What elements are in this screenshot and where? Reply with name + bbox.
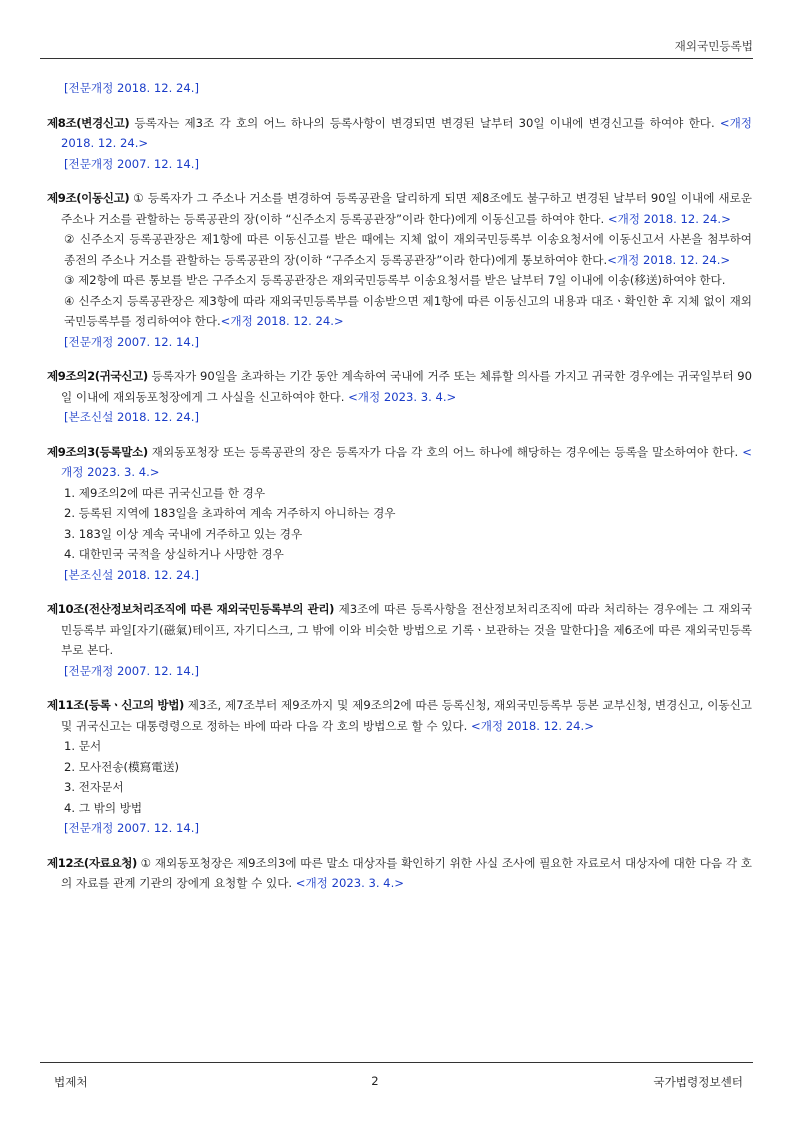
- article-9-para-1: [47, 188, 752, 229]
- header-rule: [40, 58, 753, 59]
- article-8: [47, 113, 752, 175]
- article-8-body: [47, 113, 752, 154]
- article-9-p1-amend: <개정 2018. 12. 24.>: [607, 211, 731, 226]
- article-11-note: [전문개정 2007. 12. 14.]: [64, 821, 199, 835]
- article-11-body: [47, 695, 752, 736]
- article-9: [47, 188, 752, 352]
- footer-publisher: 법제처: [54, 1075, 88, 1089]
- article-9-para-4: [47, 291, 752, 332]
- article-11-amend: <개정 2018. 12. 24.>: [470, 718, 594, 733]
- article-9-para-2: [47, 229, 752, 270]
- article-9-2-title: 제9조의2(귀국신고): [47, 369, 148, 383]
- list-item: 3. 183일 이상 계속 국내에 거주하고 있는 경우: [64, 526, 303, 541]
- article-10-body: [47, 599, 752, 661]
- article-9-3-amend: <개정 2023. 3. 4.>: [61, 444, 752, 479]
- article-9-3-body: [47, 442, 752, 483]
- article-8-note: [전문개정 2007. 12. 14.]: [64, 156, 199, 171]
- article-8-amend: <개정 2018. 12. 24.>: [61, 115, 752, 150]
- list-item: 2. 등록된 지역에 183일을 초과하여 계속 거주하지 아니하는 경우: [64, 506, 396, 520]
- article-12-amend: <개정 2023. 3. 4.>: [295, 876, 404, 890]
- article-9-p3-text: ③ 제2항에 따른 통보를 받은 구주소지 등록공관장은 재외국민등록부 이송요청서를 받은 날부터 7일 이내에 이송(移送)하여야 한다.: [64, 273, 726, 287]
- article-10-note: [전문개정 2007. 12. 14.]: [64, 663, 199, 678]
- list-item: 4. 대한민국 국적을 상실하거나 사망한 경우: [64, 547, 284, 561]
- article-8-text: 등록자는 제3조 각 호의 어느 하나의 등록사항이 변경되면 변경된 날부터 30일 이내에 변경신고를 하여야 한다.: [129, 115, 720, 130]
- article-10-title: 제10조(전산정보처리조직에 따른 재외국민등록부의 관리): [47, 602, 335, 616]
- list-item: 4. 그 밖의 방법: [64, 800, 143, 815]
- article-8-title: 제8조(변경신고): [47, 115, 130, 130]
- list-item: 2. 모사전송(模寫電送): [64, 759, 179, 774]
- article-9-p4-text: ④ 신주소지 등록공관장은 제3항에 따라 재외국민등록부를 이송받으면 제1항에 따른 이동신고의 내용과 대조ㆍ확인한 후 지체 없이 재외국민등록부를 정리하여야 한다.: [64, 293, 752, 328]
- article-11: [47, 695, 752, 839]
- article-12-body: [47, 853, 752, 894]
- list-item: 1. 제9조의2에 따른 귀국신고를 한 경우: [64, 485, 266, 500]
- list-item: 3. 전자문서: [64, 780, 124, 794]
- article-9-3: [47, 442, 752, 586]
- article-9-p1-text: ① 등록자가 그 주소나 거소를 변경하여 등록공관을 달리하게 되면 제8조에도 불구하고 변경된 날부터 90일 이내에 새로운 주소나 거소를 관할하는 등록공관의 장(이하 “신주소지 등록공관장”이라 한다)에게 이동신고를 하여야 한다.: [61, 191, 752, 226]
- article-12-title: 제12조(자료요청): [47, 855, 137, 870]
- article-12: [47, 853, 752, 894]
- list-item: 1. 문서: [64, 739, 102, 753]
- article-12-text: ① 재외동포청장은 제9조의3에 따른 말소 대상자를 확인하기 위한 사실 조사에 필요한 자료로서 대상자에 대한 다음 각 호의 자료를 관계 기관의 장에게 요청할 수 있다.: [61, 855, 752, 890]
- article-9-p4-amend: <개정 2018. 12. 24.>: [220, 314, 344, 328]
- article-9-2-text: 등록자가 90일을 초과하는 기간 동안 계속하여 국내에 거주 또는 체류할 의사를 가지고 귀국한 경우에는 귀국일부터 90일 이내에 재외동포청장에게 그 사실을 신고하여야 한다.: [61, 369, 752, 404]
- article-9-2-body: [47, 366, 752, 407]
- article-9-para-3: [47, 270, 752, 291]
- article-9-note: [전문개정 2007. 12. 14.]: [64, 334, 199, 349]
- article-9-3-title: 제9조의3(등록말소): [47, 444, 148, 459]
- footer-rule: [40, 1062, 753, 1063]
- article-9-p2-amend: <개정 2018. 12. 24.>: [607, 252, 731, 267]
- article-11-text: 제3조, 제7조부터 제9조까지 및 제9조의2에 따른 등록신청, 재외국민등록부 등본 교부신청, 변경신고, 이동신고 및 귀국신고는 대통령령으로 정하는 바에 따라 다음 각 호의 방법으로 할 수 있다.: [61, 698, 752, 733]
- article-9-p2-text: ② 신주소지 등록공관장은 제1항에 따른 이동신고를 받은 때에는 지체 없이 재외국민등록부 이송요청서에 이동신고서 사본을 첨부하여 종전의 주소나 거소를 관할하는 등록공관의 장(이하 “구주소지 등록공관장”이라 한다)에게 통보하여야 한다.: [64, 232, 752, 267]
- article-10: [47, 599, 752, 681]
- article-9-2-amend: <개정 2023. 3. 4.>: [348, 389, 457, 404]
- header-title: 재외국민등록법: [674, 39, 753, 53]
- top-note-block: [47, 78, 752, 99]
- page-number: 2: [371, 1074, 379, 1088]
- article-11-title: 제11조(등록ㆍ신고의 방법): [47, 698, 184, 712]
- footer-source: 국가법령정보센터: [653, 1075, 743, 1089]
- article-9-title: 제9조(이동신고): [47, 191, 130, 205]
- article-9-2: [47, 366, 752, 428]
- article-9-3-note: [본조신설 2018. 12. 24.]: [64, 567, 199, 582]
- article-9-3-text: 재외동포청장 또는 등록공관의 장은 등록자가 다음 각 호의 어느 하나에 해당하는 경우에는 등록을 말소하여야 한다.: [147, 444, 743, 459]
- top-note: [전문개정 2018. 12. 24.]: [64, 81, 199, 95]
- document-body: [47, 78, 752, 894]
- article-9-2-note: [본조신설 2018. 12. 24.]: [64, 410, 199, 424]
- article-10-text: 제3조에 따른 등록사항을 전산정보처리조직에 따라 처리하는 경우에는 그 재외국민등록부 파일[자기(磁氣)테이프, 자기디스크, 그 밖에 이와 비슷한 방법으로 기록ㆍ보관하는 것을 말한다]을 제6조에 따른 재외국민등록부로 본다.: [61, 602, 752, 657]
